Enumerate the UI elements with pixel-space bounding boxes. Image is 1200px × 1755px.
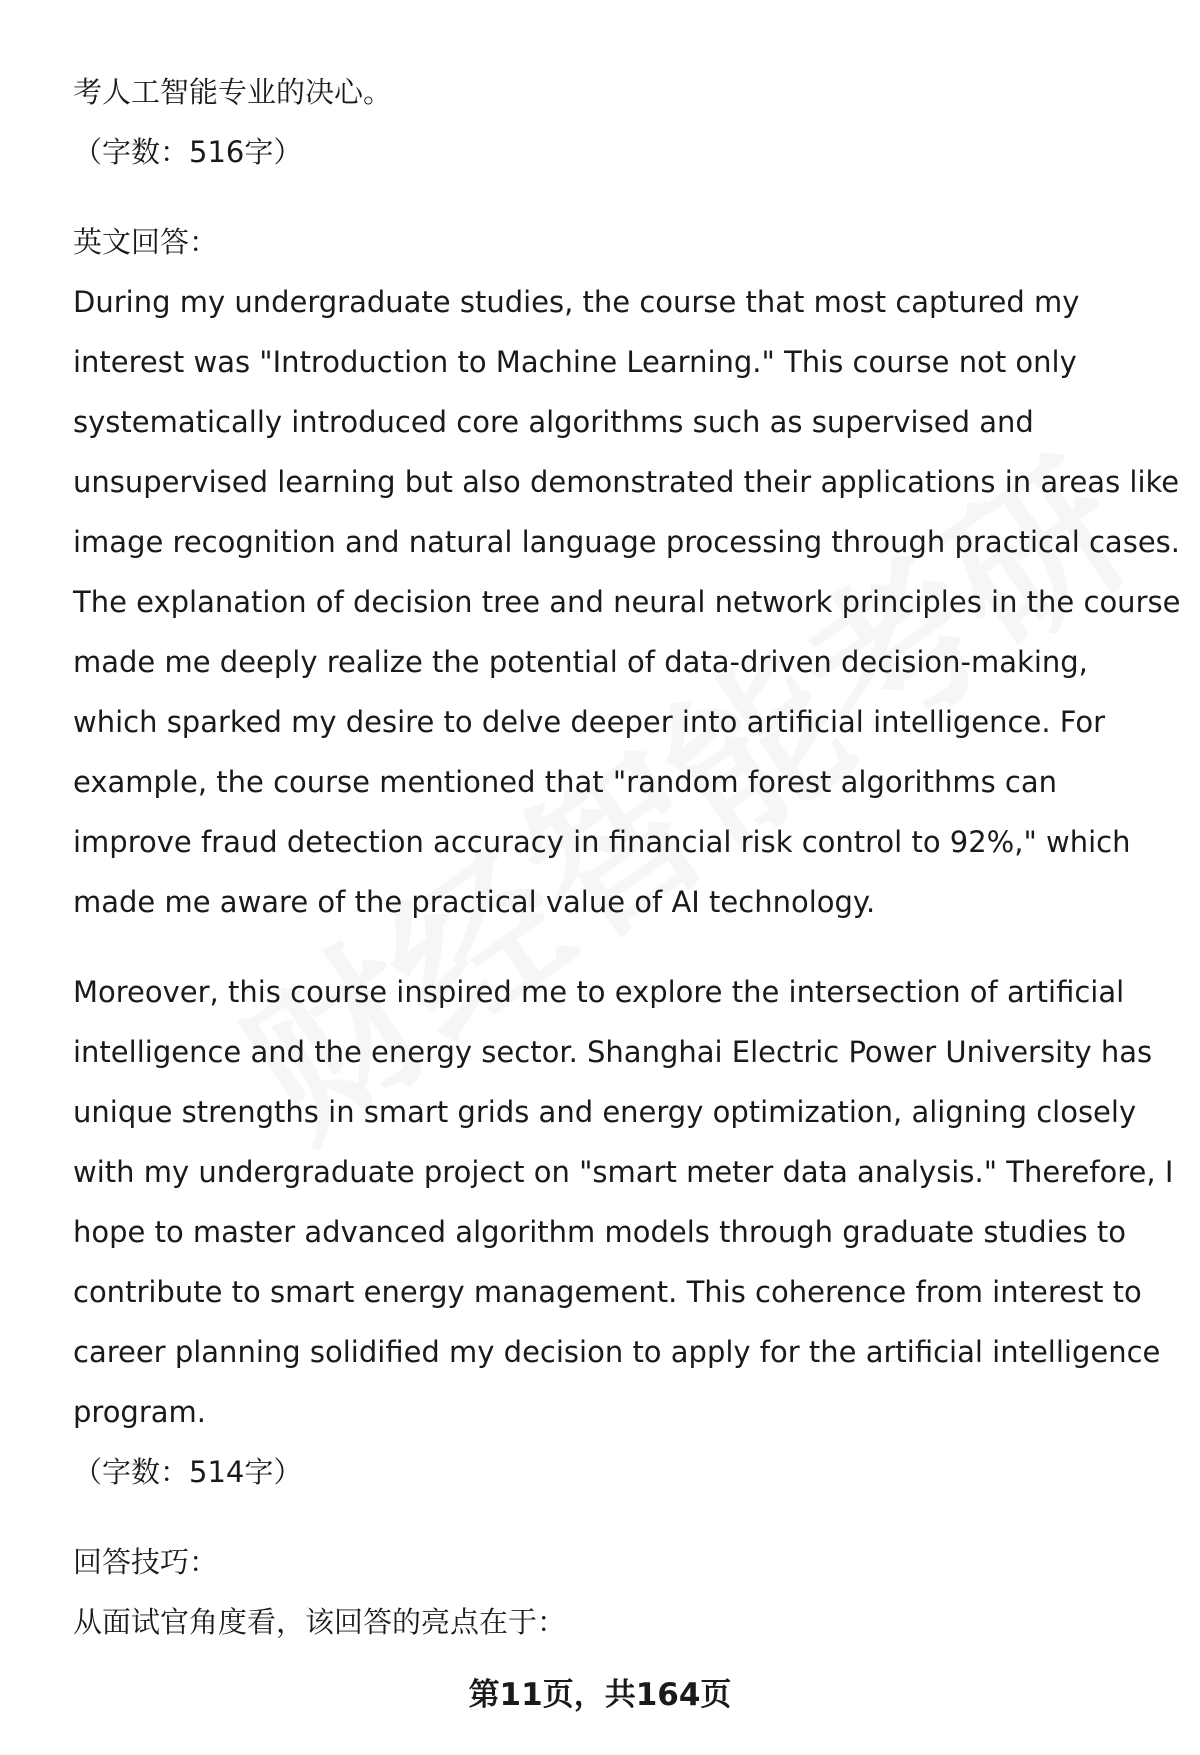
text-line: interest was "Introduction to Machine Learning." This course not only <box>73 345 1077 379</box>
text-line: 考人工智能专业的决心。 <box>73 75 393 109</box>
text-line: intelligence and the energy sector. Shanghai Electric Power University has <box>73 1035 1153 1069</box>
paragraph-1 <box>73 272 1181 932</box>
text-line: systematically introduced core algorithms such as supervised and <box>73 405 1034 439</box>
english-answer-heading: 英文回答： <box>73 225 219 259</box>
tips-intro: 从面试官角度看，该回答的亮点在于： <box>73 1605 567 1639</box>
text-line: unique strengths in smart grids and energy optimization, aligning closely <box>73 1095 1137 1129</box>
page-content <box>73 62 1181 1652</box>
text-line: which sparked my desire to delve deeper into artificial intelligence. For <box>73 705 1106 739</box>
text-line: made me aware of the practical value of AI technology. <box>73 885 876 919</box>
text-line: image recognition and natural language processing through practical cases. <box>73 525 1180 559</box>
text-line: The explanation of decision tree and neural network principles in the course <box>73 585 1181 619</box>
text-line: improve fraud detection accuracy in financial risk control to 92%," which <box>73 825 1131 859</box>
word-count-1: （字数：516字） <box>73 135 303 169</box>
text-line: example, the course mentioned that "random forest algorithms can <box>73 765 1058 799</box>
paragraph-2 <box>73 962 1174 1442</box>
tips-heading: 回答技巧： <box>73 1545 219 1579</box>
text-line: During my undergraduate studies, the course that most captured my <box>73 285 1080 319</box>
text-line: contribute to smart energy management. This coherence from interest to <box>73 1275 1142 1309</box>
page-number-footer: 第11页，共164页 <box>468 1677 732 1713</box>
text-line: career planning solidified my decision to apply for the artificial intelligence <box>73 1335 1161 1369</box>
text-line: with my undergraduate project on "smart meter data analysis." Therefore, I <box>73 1155 1174 1189</box>
text-line: hope to master advanced algorithm models through graduate studies to <box>73 1215 1126 1249</box>
word-count-2: （字数：514字） <box>73 1455 303 1489</box>
text-line: program. <box>73 1395 207 1429</box>
text-line: Moreover, this course inspired me to explore the intersection of artificial <box>73 975 1125 1009</box>
text-line: unsupervised learning but also demonstrated their applications in areas like <box>73 465 1180 499</box>
text-line: made me deeply realize the potential of data-driven decision-making, <box>73 645 1088 679</box>
